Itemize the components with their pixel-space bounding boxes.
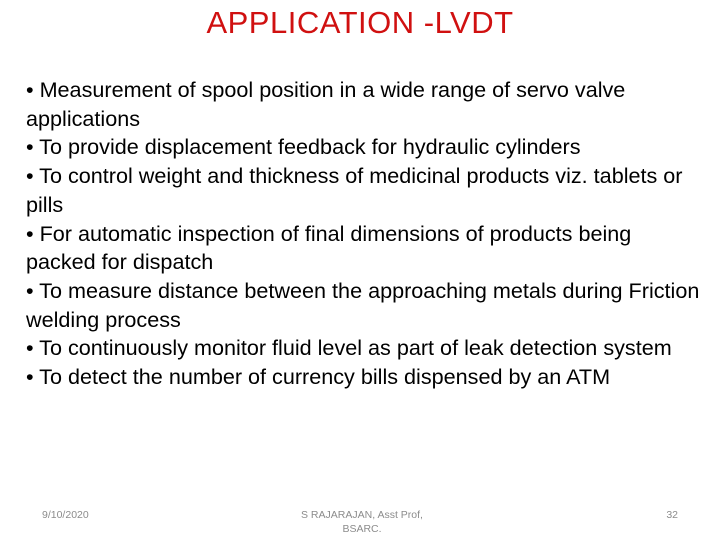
bullet-marker: •	[26, 220, 34, 246]
bullet-list	[26, 76, 706, 392]
bullet-item	[26, 220, 706, 277]
bullet-item	[26, 162, 706, 219]
bullet-item	[26, 363, 706, 392]
bullet-item	[26, 334, 706, 363]
footer-author: S RAJARAJAN, Asst Prof, BSARC.	[301, 509, 423, 535]
bullet-text: To provide displacement feedback for hydraulic cylinders	[39, 134, 581, 160]
bullet-item	[26, 76, 706, 133]
bullet-text: To measure distance between the approaching metals during Friction welding process	[26, 277, 700, 332]
bullet-marker: •	[26, 335, 34, 361]
bullet-text: To control weight and thickness of medicinal products viz. tablets or pills	[26, 163, 683, 217]
bullet-marker: •	[26, 163, 34, 189]
bullet-marker: •	[26, 364, 34, 390]
bullet-item	[26, 133, 706, 162]
page-number: 32	[666, 509, 678, 521]
bullet-marker: •	[26, 77, 34, 102]
bullet-text: To detect the number of currency bills dispensed by an ATM	[39, 364, 611, 390]
slide-title: APPLICATION -LVDT	[206, 5, 514, 40]
bullet-marker: •	[26, 134, 34, 160]
bullet-text: For automatic inspection of final dimensions of products being packed for dispatch	[26, 220, 632, 275]
footer-date: 9/10/2020	[42, 509, 89, 521]
bullet-text: Measurement of spool position in a wide range of servo valve applications	[26, 77, 626, 131]
bullet-text: To continuously monitor fluid level as part of leak detection system	[39, 335, 672, 361]
bullet-marker: •	[26, 277, 34, 303]
bullet-item	[26, 277, 706, 334]
